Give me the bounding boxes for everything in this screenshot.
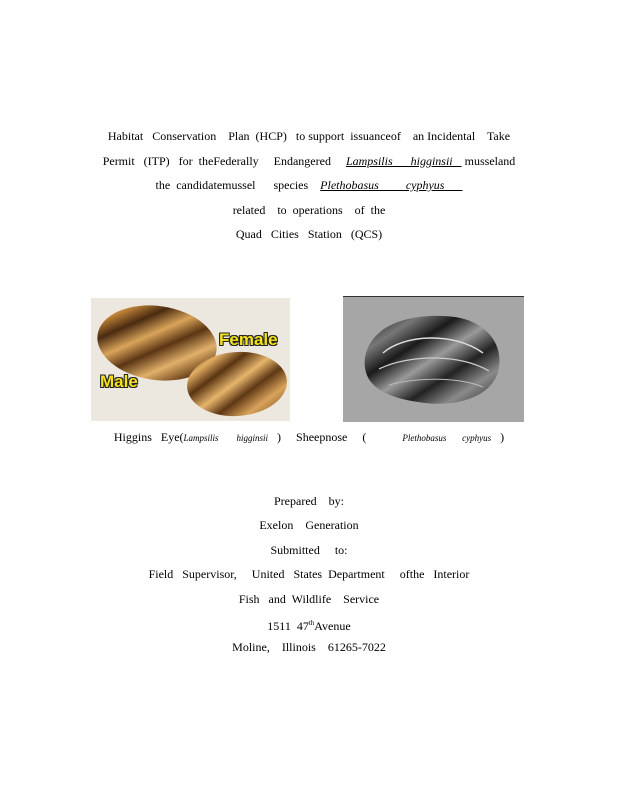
caption-species-higginsii: Lampsilis higginsii: [183, 433, 269, 443]
female-label: Female: [219, 330, 278, 349]
higgins-eye-shells-illustration: [91, 298, 290, 421]
street-name: Avenue: [314, 619, 351, 633]
title-line-3: [0, 178, 618, 192]
title-line-2: [0, 154, 618, 168]
title-line-5: Quad Cities Station (QCS): [235, 227, 383, 241]
recipient-agency: Fish and Wildlife Service: [238, 592, 380, 606]
sheepnose-mussel-photo: [343, 296, 524, 422]
prepared-by-label: Prepared by:: [274, 494, 344, 508]
male-label: Male: [100, 372, 138, 391]
title-line-2-suffix: musseland: [461, 154, 516, 168]
caption-higgins-eye: Higgins Eye(: [113, 430, 184, 444]
species-name-higginsii: Lampsilis higginsii: [345, 154, 462, 168]
recipient-street-address: [0, 616, 618, 633]
street-number: 1511 47: [267, 619, 309, 633]
caption-species-plethobasus: Plethobasus cyphyus: [402, 433, 492, 443]
recipient-title: Field Supervisor, United States Department ofthe Interior: [148, 567, 470, 581]
preparer-name: Exelon Generation: [259, 518, 359, 532]
submitted-to-label: Submitted to:: [270, 543, 348, 557]
higgins-eye-mussel-photo: [91, 298, 290, 421]
title-line-3-prefix: the candidatemussel species: [155, 178, 321, 192]
title-line-1: Habitat Conservation Plan (HCP) to support issuanceof an Incidental Take: [107, 129, 511, 143]
title-line-4: related to operations of the: [232, 203, 386, 217]
image-caption: [0, 430, 618, 445]
sheepnose-shell-illustration: [343, 297, 524, 422]
caption-close-paren: ): [491, 430, 505, 444]
title-line-2-prefix: Permit (ITP) for theFederally Endangered: [102, 154, 346, 168]
species-name-plethobasus: Plethobasus cyphyus: [320, 178, 463, 192]
caption-sheepnose: ) Sheepnose (: [268, 430, 367, 444]
ordinal-suffix: th: [308, 619, 315, 627]
recipient-city-state-zip: Moline, Illinois 61265-7022: [232, 640, 386, 654]
